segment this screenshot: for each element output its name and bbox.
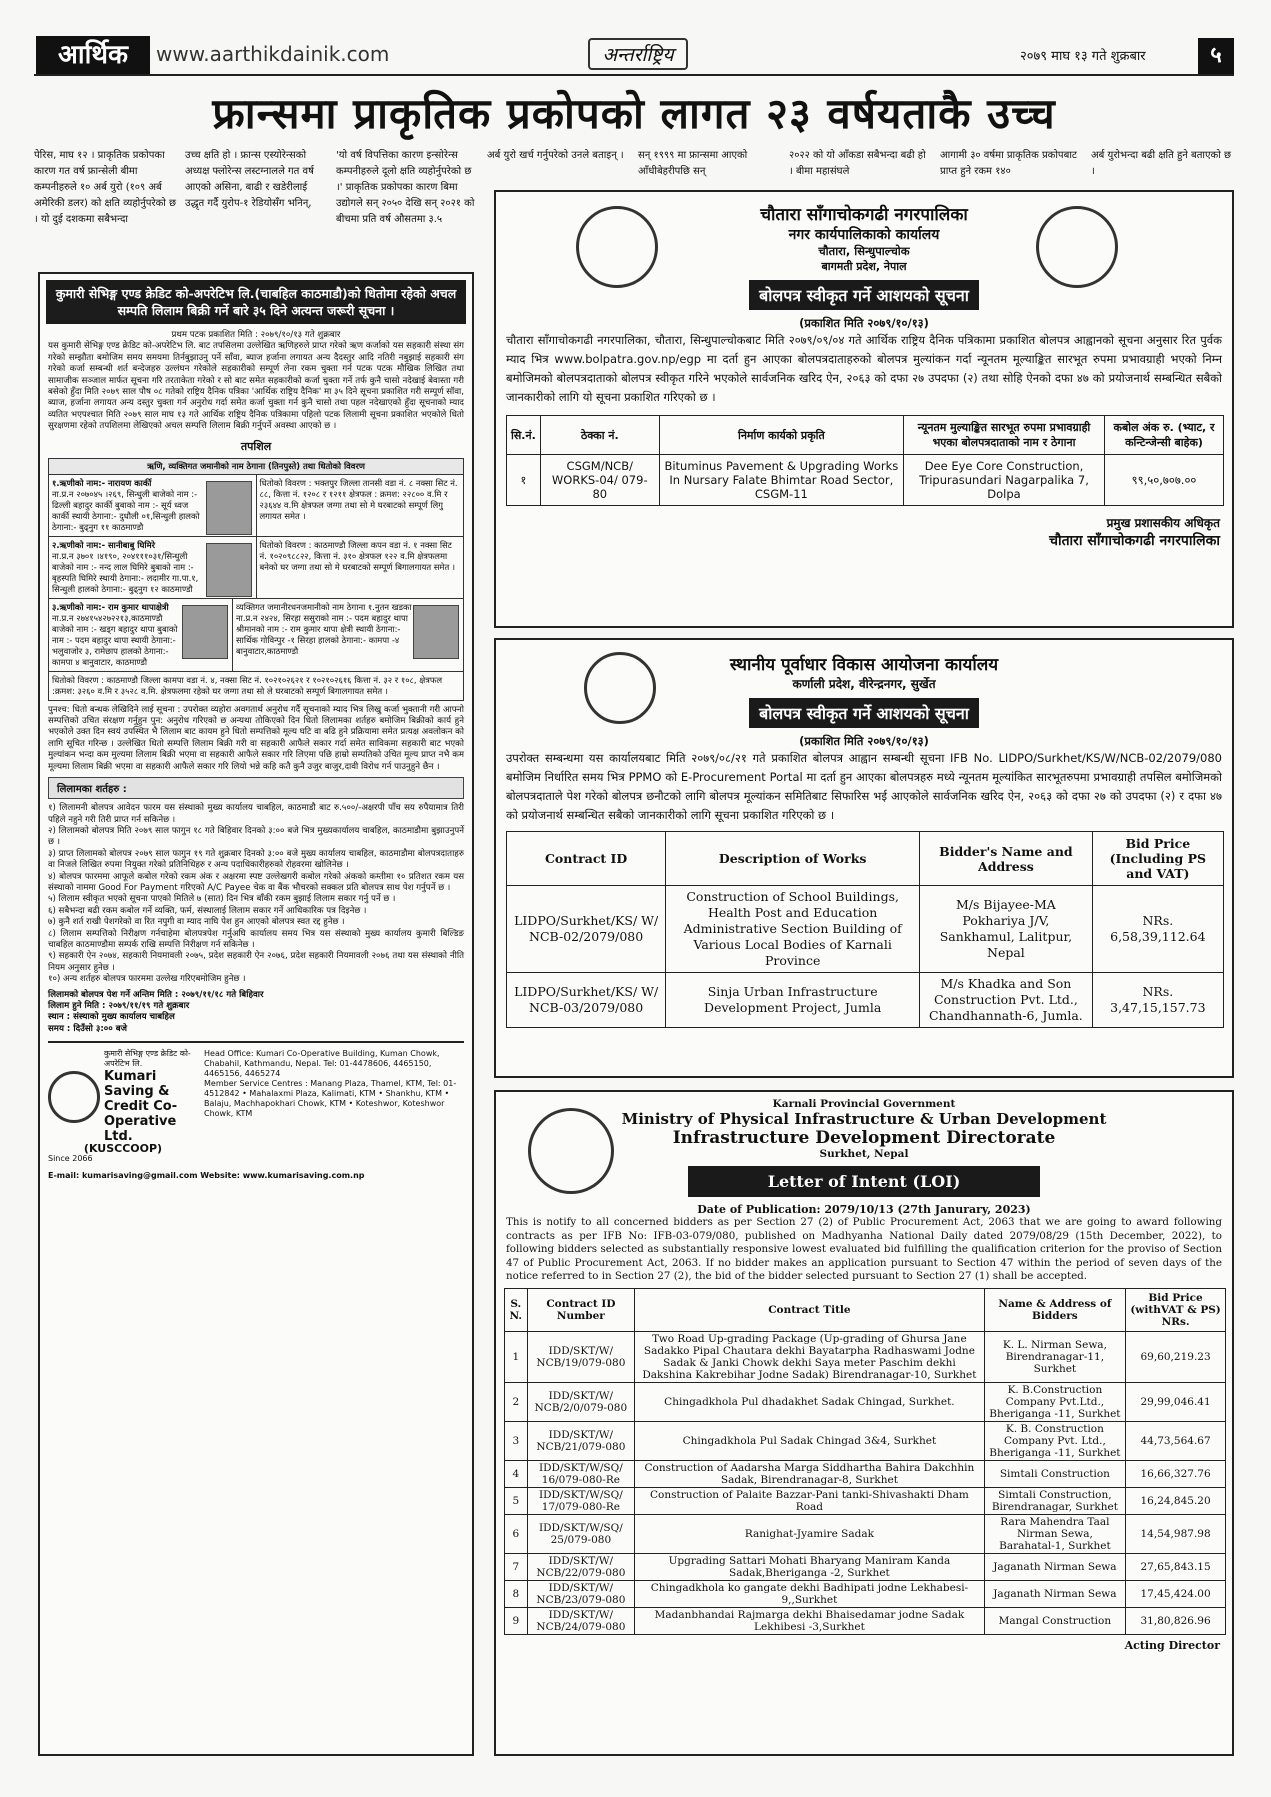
borrower-details: ना.प्र.न ३७०१ ।४१९०, २०४१११०३१/सिन्धुली बाजेको नाम :- नन्द लाल घिमिरे बुबाको नाम :- बृहस्पति घिमिरे स्थायी ठेगाना:- लदामीर गा.पा.१, सिन्धुली हालको ठेगाना:- बुढ्नुग १२ काठमाण्डौ <box>52 550 199 594</box>
borrower-details: ना.प्र.न २०७०४५ ।२६९, सिन्धुली बाजेको नाम :- ढिल्ली बहादुर कार्की बुबाको नाम :- सूर्य ध्वज कार्की स्थायी ठेगाना:- दुधौली ०१,सिन्धुली हालको ठेगाना:- बुढ्नुग ११ काठमाण्डौ <box>52 488 200 532</box>
borrower-info <box>49 599 232 671</box>
table-row <box>507 886 1224 973</box>
column-header: Contract ID <box>507 832 666 886</box>
table-cell: 16,66,327.76 <box>1126 1460 1226 1487</box>
table-cell: IDD/SKT/W/ NCB/2/0/079-080 <box>527 1382 635 1421</box>
office-place: चौतारा, सिन्धुपाल्चोक <box>818 244 910 258</box>
office-name: चौतारा साँगाचोकगढी नगरपालिका <box>760 205 968 225</box>
borrower-photo <box>206 543 252 597</box>
table-cell: 9 <box>505 1607 528 1634</box>
contract-table <box>506 415 1224 506</box>
table-cell: IDD/SKT/W/ NCB/22/079-080 <box>527 1553 635 1580</box>
coop-name: Kumari Saving & Credit Co-Operative Ltd. <box>104 1069 178 1145</box>
service-centres: Member Service Centres : Manang Plaza, Thamel, KTM, Tel: 01-4512842 • Mahalaxmi Plaza, Kalimati, KTM • Shankhu, KTM • Balaju, Machhapokhari Chowk, KTM • Koteshwor, Koteshwor Chowk, KTM <box>204 1079 457 1119</box>
kumari-logo-icon <box>48 1071 100 1123</box>
office-province: बागमती प्रदेश, नेपाल <box>821 260 907 273</box>
article-column: २०२२ को यो आँकडा सबैभन्दा बढी हो । बीमा महासंघले <box>789 150 926 177</box>
table-cell: Construction of School Buildings, Health Post and Education Administrative Section Building of Various Local Bodies of Karnali Province <box>666 886 920 973</box>
page-number: ५ <box>1198 38 1234 74</box>
table-row <box>505 1487 1226 1514</box>
coop-abbr: (KUSCCOOP) <box>83 1142 163 1156</box>
table-cell: IDD/SKT/W/ NCB/23/079-080 <box>527 1580 635 1607</box>
table-cell: Chingadkhola ko gangate dekhi Badhipati jodne Lekhabesi-9,,Surkhet <box>635 1580 984 1607</box>
notice-pub-date: प्रथम पटक प्रकाशित मिति : २०७९/१०/१३ गते शुक्रबार <box>171 330 341 340</box>
table-cell: 29,99,046.41 <box>1126 1382 1226 1421</box>
borrower-table-header: ऋणि, व्यक्तिगत जमानीको नाम ठेगाना (तिनपुस्ते) तथा धितोको विवरण <box>49 459 463 475</box>
table-cell: Construction of Aadarsha Marga Siddhartha Bahira Dakchhin Sadak, Birendranagar-8, Surkhet <box>635 1460 984 1487</box>
table-cell: K. B.Construction Company Pvt.Ltd., Bheriganga -11, Surkhet <box>984 1382 1126 1421</box>
column-header: S. N. <box>505 1288 528 1331</box>
time: समय : दिउँसो ३:०० बजे <box>48 1023 127 1034</box>
table-cell: Bituminus Pavement & Upgrading Works In Nursary Falate Bhimtar Road Sector, CSGM-11 <box>659 455 903 506</box>
column-header: निर्माण कार्यको प्रकृति <box>659 416 903 455</box>
sign-title: Acting Director <box>1124 1638 1220 1652</box>
coop-contact[interactable]: E-mail: kumarisaving@gmail.com Website: www.kumarisaving.com.np <box>48 1171 365 1181</box>
table-cell: 8 <box>505 1580 528 1607</box>
table-cell: 4 <box>505 1460 528 1487</box>
table-cell: LIDPO/Surkhet/KS/ W/ NCB-03/2079/080 <box>507 973 666 1028</box>
column-header: Contract Title <box>635 1288 984 1331</box>
table-cell: Upgrading Sattari Mohati Bharyang Maniram Kanda Sadak,Bheriganga -2, Surkhet <box>635 1553 984 1580</box>
column-header: कबोल अंक रु. (भ्याट, र कन्टिन्जेन्सी बाहेक) <box>1105 416 1224 455</box>
table-cell: 2 <box>505 1382 528 1421</box>
table-cell: 14,54,987.98 <box>1126 1514 1226 1553</box>
borrower-name: २.ऋणीको नाम:- सानीबाबु घिमिरे <box>52 539 156 550</box>
condition-item: ५) लिलाम स्वीकृत भएको सूचना पाएको मितिले ७ (सात) दिन भित्र बाँकी रकम बुझाई लिलाम सकार गर्नु पर्ने छ । <box>48 894 396 905</box>
headline: फ्रान्समा प्राकृतिक प्रकोपको लागत २३ वर्षयताकै उच्च <box>212 89 1056 138</box>
kumari-auction-notice <box>38 272 474 1756</box>
table-cell: 3 <box>505 1421 528 1460</box>
ministry-name: Ministry of Physical Infrastructure & Urban Development <box>621 1110 1107 1128</box>
table-cell: IDD/SKT/W/ NCB/19/079-080 <box>527 1331 635 1382</box>
collateral-info: धितोको विवरण : काठमाण्डौ जिल्ला कपन वडा नं. १ नक्सा सिट नं. १०२०९८८२२, कित्ता नं. ३१० क्षेत्रफल १२२ व.मि क्षेत्रफलमा बनेको घर जग्गा तथा सो मे घरबाटको सम्पूर्ण बिगालगायत समेत । <box>256 537 464 598</box>
table-cell: IDD/SKT/W/SQ/ 16/079-080-Re <box>527 1460 635 1487</box>
notice-body: चौतारा साँगाचोकगढी नगरपालिका, चौतारा, सिन्धुपाल्चोकबाट मिति २०७९/०९/०४ गते आर्थिक राष्ट्रिय दैनिक पत्रिकामा प्रकाशित बोलपत्र आह्वानको सूचना अनुसार रित पुर्वक म्याद भित्र www.bolpatra.gov.np/egp मा दर्ता हुन आएका बोलपत्रदाताहरुको बोलपत्र मुल्यांकन गर्दा न्यूनतम मूल्याङ्कित सारभूत रुपमा प्रभावग्राही भएको निम्न बमोजिमको बोलपत्रदाताको बोलपत्र स्वीकृत गरिने भएकोले सार्वजनिक खरिद ऐन, २०६३ को दफा २७ उपदफा (२) तथा सोहि ऐनको दफा ४७ को प्रयोजनार्थ सम्बन्धित सबैको जानकारीको लागि यो सूचना प्रकाशित गरिएको छ । <box>506 333 1222 404</box>
article-column: अर्ब युरो खर्च गर्नुपरेको उनले बताइन् । <box>487 150 624 161</box>
venue: स्थान : संस्थाको मुख्य कार्यालय चाबहिल <box>48 1012 175 1023</box>
table-cell: NRs. 3,47,15,157.73 <box>1092 973 1223 1028</box>
table-cell: 27,65,843.15 <box>1126 1553 1226 1580</box>
conditions-title: लिलामका शर्तहरु : <box>48 777 464 799</box>
table-cell: Simtali Construction <box>984 1460 1126 1487</box>
website-url[interactable]: www.aarthikdainik.com <box>156 42 390 66</box>
nepal-emblem-icon <box>584 652 656 724</box>
nepal-emblem-icon <box>576 206 658 288</box>
conditions-list <box>40 803 472 986</box>
section-label: अन्तर्राष्ट्रिय <box>588 38 688 70</box>
collateral-info: व्यक्तिगत जमानीरधनजमानीको नाम ठेगाना १.नुतन खडका ना.प्र.न २४२४, सिरहा ससुराको नाम :- पदम बहादुर थापा श्रीमानको नाम :- राम कुमार थापा क्षेत्री स्थायी ठेगाना:- सार्थिक गोविन्पुर -१ सिरहा हालको ठेगाना:- कामपा -४ बानुवाटार,काठमाण्डौ <box>232 599 463 671</box>
column-header: Description of Works <box>666 832 920 886</box>
newspaper-logo[interactable]: आर्थिक <box>36 36 150 74</box>
condition-item: ७) कुनै शर्त राखी पेशगरेको वा रित नपुगी वा म्याद नाघि पेश हुन आएको बोलपत्र स्वत रद्द हुनेछ । <box>48 917 345 928</box>
article-column: आगामी ३० वर्षमा प्राकृतिक प्रकोपबाट प्राप्त हुने रकम १४० <box>940 150 1077 177</box>
borrower-table <box>48 458 464 701</box>
collateral-info: धितोको विवरण : भक्तपुर जिल्ला तानसी वडा नं. ८ नक्सा सिट नं. ८८, कित्ता नं. १२०८ र १२११ क्षेत्रफल : क्रमश: २२८०० व.मि र २३६४४ व.मि क्षेत्रफल जग्गा तथा सो मे घरबाटको सम्पूर्ण लिगु लगायत समेत । <box>256 475 464 536</box>
borrower-name: १.ऋणीको नाम:- नारायण कार्की <box>52 477 152 488</box>
condition-item: २) लिलामको बोलपत्र मिति २०७९ साल फागुन १८ गते बिहिवार दिनको ३:०० बजे भित्र मुख्यकार्यालय चाबहिल, काठमाडौमा बुझाउनुपर्ने छ । <box>48 825 464 848</box>
table-cell: Dee Eye Core Construction, Tripurasundari Nagarpalika 7, Dolpa <box>903 455 1104 506</box>
final-date: लिलामको बोलपत्र पेश गर्ने अन्तिम मिति : २०७९/११/१८ गते बिहिवार <box>48 989 264 1000</box>
collateral-3: धितोको विवरण : काठमाण्डौ जिल्ला कामपा वडा नं. ४, नक्सा सिट नं. १०२१०२६२१ र १०२१०२६१६ कित्ता नं. ३२ र १०८, क्षेत्रफल :क्रमश: ३२६० व.मि र ३५२८ व.मि. क्षेत्रफलमा रहेको घर जग्गा तथा सो ले घरबाटको सम्पूर्ण बिगालगायत समेत । <box>52 674 443 696</box>
table-row <box>505 1514 1226 1553</box>
table-cell: M/s Bijayee-MA Pokhariya J/V, Sankhamul, Lalitpur, Nepal <box>920 886 1093 973</box>
article-column: उच्च क्षति हो । फ्रान्स एस्योरेन्सको अध्यक्ष फ्लोरेन्स लस्टग्नालले गत वर्ष आएको असिना, बाढी र खडेरीलाई उद्धृत गर्दै युरोप-१ रेडियोसँग भनिन्, <box>185 150 314 209</box>
table-cell: ९९,५०,७०७.०० <box>1105 455 1224 506</box>
office-place: Surkhet, Nepal <box>819 1148 909 1160</box>
column-header: ठेक्का नं. <box>540 416 659 455</box>
table-cell: Rara Mahendra Taal Nirman Sewa, Barahatal-1, Surkhet <box>984 1514 1126 1553</box>
lidpo-loi-notice <box>494 638 1234 1078</box>
table-cell: IDD/SKT/W/ NCB/24/079-080 <box>527 1607 635 1634</box>
table-cell: Chingadkhola Pul Sadak Chingad 3&4, Surkhet <box>635 1421 984 1460</box>
table-cell: Construction of Palaite Bazzar-Pani tanki-Shivashakti Dham Road <box>635 1487 984 1514</box>
table-cell: 1 <box>505 1331 528 1382</box>
article-column: 'यो वर्ष विपत्तिका कारण इन्सोरेन्स कम्पनीहरुले दूलो क्षति व्यहोर्नुपरेको छ ।' प्राकृतिक प्रकोपका कारण बिमा उद्योगले सन् २०५० देखि सन् २०२१ को बीचमा प्रति वर्ष औसतमा ३.५ <box>336 150 475 225</box>
condition-item: १) लिलामनी बोलपत्र आवेदन फारम यस संस्थाको मुख्य कार्यालय चाबहिल, काठमाडौ बाट रु.५००/-अक्षरपी पाँच सय रुपैयामात्र तिरी पहिले नहुने गरी तिरी प्राप्त गर्न सकिनेछ । <box>48 803 464 825</box>
table-cell: IDD/SKT/W/SQ/ 25/079-080 <box>527 1514 635 1553</box>
table-cell: Madanbhandai Rajmarga dekhi Bhaisedamar jodne Sadak Lekhibesi -3,Surkhet <box>635 1607 984 1634</box>
borrower-details: ना.प्र.न २७४१५४२७२२१३,काठमाण्डौ बाजेको नाम :- खड्ग बहादुर थापा बुबाको नाम :- पदम बहादुर थापा स्थायी ठेगाना:- भलुवाजोर ३, रामेछाप हालको ठेगाना:- कामपा ४ बानुवाटार, काठमाण्डौ <box>52 612 178 667</box>
table-cell: 69,60,219.23 <box>1126 1331 1226 1382</box>
table-cell: 6 <box>505 1514 528 1553</box>
notice-pub: Date of Publication: 2079/10/13 (27th Janurary, 2023) <box>697 1203 1031 1216</box>
coop-nepali-name: कुमारी सेभिङ्ग एण्ड क्रेडिट को-अपरेटिभ लि. <box>104 1049 191 1069</box>
table-cell: 7 <box>505 1553 528 1580</box>
table-cell: Sinja Urban Infrastructure Development Project, Jumla <box>666 973 920 1028</box>
gov-name: Karnali Provincial Government <box>772 1098 956 1110</box>
borrower-photo <box>182 605 228 659</box>
table-cell: Chingadkhola Pul dhadakhet Sadak Chingad, Surkhet. <box>635 1382 984 1421</box>
notice-body: यस कुमारी सेभिङ्ग एण्ड क्रेडिट को-अपरेटिभ लि. बाट तपसिलमा उल्लेखित ऋणिहरुले प्राप्त गरेको ऋण कर्जाको यस सहकारी संस्था संग गरेको सम्झौता बमोजिम समय समयमा तिर्नबुझाउनु पर्ने साँवा, ब्याज हर्जाना लगायत अन्य दैदस्तुर आदि नतिरी नबुझाई सहकारी संग गरेको कर्जा सम्बन्धी शर्त बन्देजहरु उल्लंघन गरेकोले सहकारीको सम्पूर्ण लेना रकम चुक्ता गर्न पटक पटक मौखिक लिखित तथा सामाजीक सञ्जाल मार्फत सूचना गरि तरताकेता गरेको र सो बाट समेत सहकारीको कर्जा चुक्ता गर्ने तर्फ कुनै चासो नदेखाई बेवास्ता गरी बसेको हुँदा मिति २०७९ साल पौष ०८ गतेको राष्ट्रिय दैनिक पत्रिका 'आर्थिक राष्ट्रिय दैनिक' मा ३५ दिने सूचना प्रकाशित गरी सम्पूर्ण सॉवा, ब्याज, हर्जाना लगायत अन्य दस्तुर चुक्ता गर्न अनुरोध गर्दा समेत कर्जा चुक्ता गर्न कुनै चासो तथा पहल नदेखाएको हुँदा सूचनाको म्याद व्यतित भएपश्चात मिति २०७९ साल माघ १३ गते आर्थिक राष्ट्रिय दैनिक पत्रिकामा पहिलो पटक लिलामी सूचना प्रकाशित भएकोले धितो सुरक्षणमा रहेको तपशिलमा लेखिएको अचल सम्पत्ति लिलाम बिक्री गर्नुपर्ने अवस्था आएको छ । <box>48 341 464 432</box>
auction-date: लिलाम हुने मिति : २०७९/११/१९ गते शुक्रबार <box>48 1001 190 1011</box>
municipality-logo-icon <box>1036 206 1118 288</box>
notice-title: कुमारी सेभिङ्ग एण्ड क्रेडिट को-अपरेटिभ लि.(चाबहिल काठमाडौ)को धितोमा रहेको अचल सम्पति लिलाम बिक्री गर्ने बारे ३५ दिने अत्यन्त जरूरी सूचना । <box>46 280 466 324</box>
borrower-photo <box>206 481 252 535</box>
contract-table <box>504 1288 1226 1635</box>
chautara-loi-notice <box>494 190 1234 628</box>
sign-title: प्रमुख प्रशासकीय अधिकृत <box>1106 516 1220 530</box>
table-cell: Simtali Construction, Birendranagar, Surkhet <box>984 1487 1126 1514</box>
condition-item: ८) लिलाम सम्पत्तिको निरीक्षण गर्नचाहेमा बोलपत्रपेश गर्नुअघि कार्यालय समय भित्र यस संस्थाको मुख्य कार्यालय कुमारी बिल्डिङ चाबहिल काठमाण्डौमा सम्पर्क राखि सम्पत्ति निरीक्षण गर्न सकिनेछ । <box>48 928 464 950</box>
table-cell: NRs. 6,58,39,112.64 <box>1092 886 1223 973</box>
sign-office: चौतारा साँगाचोकगढी नगरपालिका <box>1049 533 1220 549</box>
table-row <box>505 1421 1226 1460</box>
article-column: सन् १९९९ मा फ्रान्समा आएको आँधीबेहरीपछि सन् <box>638 150 748 177</box>
column-header: न्यूनतम मुल्याङ्कित सारभूत रुपमा प्रभावग्राही भएका बोलपत्रदाताको नाम र ठेगाना <box>903 416 1104 455</box>
borrower-row <box>49 599 463 672</box>
table-cell: 5 <box>505 1487 528 1514</box>
table-row <box>505 1553 1226 1580</box>
condition-item: ६) सबैभन्दा बढी रकम कबोल गर्ने व्यक्ति, फर्म, संस्थालाई लिलाम सकार गर्ने आधिकारिक पत्र दिइनेछ । <box>48 905 367 916</box>
borrower-info <box>49 475 256 536</box>
condition-item: ४) बोलपत्र फारममा आफूले कबोल गरेको रकम अंक र अक्षरमा स्पष्ट उल्लेखगरी कबोल गरेको अंकको कम्तीमा १० प्रतिशत रकम यस संस्थाको नाममा Good For Payment गरिएको A/C Payee चेक वा बैंक भौचरको सक्कल प्रति बोलपत्र साथ पेश गर्नुपर्ने छ । <box>48 871 464 893</box>
notice-body: This is notify to all concerned bidders as per Section 27 (2) of Public Procurement Act, 2063 that we are going to award following contracts as per IFB No: IFB-03-079/080, published on Madhyanha National Daily dated 2079/08/29 (15th December, 2022), to following bidders selected as substantially responsive lowest evaluated bid fulfilling the qualification criterion for the proviso of Section 47 of Public Procurement Act, 2063. If no bidder makes an application pursuant to Section 47 within the period of seven days of the notice referred to in Section 27 (2), the bid of the bidder selected pursuant to Section 27 (1) shall be accepted. <box>506 1216 1222 1282</box>
table-cell: IDD/SKT/W/ NCB/21/079-080 <box>527 1421 635 1460</box>
condition-item: ९) सहकारी ऐन २०७४, सहकारी नियमावली २०७५, प्रदेश सहकारी ऐन २०७६, प्रदेश सहकारी नियमावली २०७६ तथा यस संस्थाको नीति नियम अनुसार हुनेछ । <box>48 951 464 973</box>
kumari-footer <box>48 1041 464 1164</box>
idd-loi-notice <box>494 1090 1234 1756</box>
borrower-row <box>49 475 463 537</box>
office-name: स्थानीय पूर्वाधार विकास आयोजना कार्यालय <box>729 655 999 675</box>
table-cell: M/s Khadka and Son Construction Pvt. Ltd., Chandhannath-6, Jumla. <box>920 973 1093 1028</box>
table-cell: K. L. Nirman Sewa, Birendranagar-11, Surkhet <box>984 1331 1126 1382</box>
borrower-info <box>49 537 256 598</box>
notice-banner: Letter of Intent (LOI) <box>688 1166 1041 1197</box>
column-header: Bidder's Name and Address <box>920 832 1093 886</box>
head-office: Head Office: Kumari Co-Operative Building, Kuman Chowk, Chabahil, Kathmandu, Nepal. Tel: 01-4478606, 4465150, 4465156, 4465274 <box>204 1049 440 1079</box>
table-cell: Two Road Up-grading Package (Up-grading of Ghursa Jane Sadakko Pipal Chautara dekhi Bayatarpha Radhaswami Jodne Sadak & Janki Chowk dekhi Saya meter Paschim dekhi Dakshina Kakrebihar Jodne Sadak) Birendranagar-10, Surkhet <box>635 1331 984 1382</box>
table-row <box>505 1460 1226 1487</box>
table-cell: LIDPO/Surkhet/KS/ W/ NCB-02/2079/080 <box>507 886 666 973</box>
column-header: सि.नं. <box>507 416 541 455</box>
notice-pub: (प्रकाशित मिति २०७९/१०/१३) <box>799 734 929 748</box>
column-header: Contract ID Number <box>527 1288 635 1331</box>
table-cell: १ <box>507 455 541 506</box>
nepal-emblem-icon <box>528 1108 614 1194</box>
table-cell: 16,24,845.20 <box>1126 1487 1226 1514</box>
table-cell: CSGM/NCB/ WORKS-04/ 079-80 <box>540 455 659 506</box>
table-row <box>507 455 1224 506</box>
table-row <box>505 1382 1226 1421</box>
notice-banner: बोलपत्र स्वीकृत गर्ने आशयको सूचना <box>749 280 979 310</box>
table-cell: Jaganath Nirman Sewa <box>984 1580 1126 1607</box>
contract-table <box>506 831 1224 1028</box>
notice-para: पुनश्च: धितो बन्धक लेखिदिने लाई सूचना : उपरोक्त व्यहोरा अवगतार्थ अनुरोध गर्दै सूचनाको म्याद भित्र लिखु कर्जा भुक्तानी गरी आफ्नो सम्पत्तिको उचित संरक्षण गर्नुहुन पुन: अनुरोध गरिएको छ अन्यथा तोकिएको दिन धितो लिलामका शर्तहरु बमोजिम बिक्रीको कार्य हुने भएकोले उक्त दिन स्वयं उपस्थित भै लिलाम बाट कायम हुने धितो सम्पत्तिको मूल्य घटि वा बढि हुने प्रक्रियामा समेत प्रत्यक्ष अवलोकन को लागि सूचित गरिन्छ । उल्लेखित धितो सम्पत्ति लिलाम बिक्री गरी वा सहकारी आफैले सकार गर्दा समेत साविकमा सहकारी बाट भएको मुल्यांकन भन्दा कम मुल्यमा लिलाम बिक्री भएमा वा सहकारी आफैले सकार गरि लिएमा पछि हाम्रो सम्पतिको उचित मूल्य प्राप्त नभै कम मूल्यमा लिलाम बिक्री भएमा वा सहकारी आफैले सकार गरि लियो भन्ने कहि कतै कुनै उजुर बाजुर,दावी विरोध गर्न पाउनुहुने छैन । <box>48 704 464 772</box>
table-cell: 31,80,826.96 <box>1126 1607 1226 1634</box>
coop-since: Since 2066 <box>48 1154 93 1164</box>
column-header: Bid Price (Including PS and VAT) <box>1092 832 1223 886</box>
notice-body: उपरोक्त सम्बन्धमा यस कार्यालयबाट मिति २०७९/०८/२१ गते प्रकाशित बोलपत्र आह्वान सम्बन्धी सूचना IFB No. LIDPO/Surkhet/KS/W/NCB-02/2079/080 बमोजिम निर्धारित समय भित्र PPMO को E-Procurement Portal मा दर्ता हुन आएका बोलपत्रहरु मध्ये न्यूनतम मूल्यांकित सारभूतरुपमा प्रभावग्राही तपसिल बमोजिमको बोलपत्रदाताले पेश गरेको बोलपत्र छनौटको लागि बोलपत्र मूल्यांकन समितिबाट सिफारिस भई आएकोले सार्वजनिक खरिद ऐन, २०६३ को दफा २७ को उपदफा (२) र दफा ४७ को प्रयोजनार्थ सम्बन्धित सबैको जानकारीको लागि सूचना प्रकाशित गरिएको छ । <box>506 751 1222 822</box>
notice-banner: बोलपत्र स्वीकृत गर्ने आशयको सूचना <box>749 698 979 728</box>
borrower-row <box>49 537 463 599</box>
condition-item: ३) प्राप्त लिलामको बोलपत्र २०७९ साल फागुन १९ गते शुक्रबार दिनको ३:०० बजे मुख्य कार्यालय चाबहिल, काठमाडौमा बोलपत्रदाताहरु वा निजले लिखित रुपमा नियुक्त गरेको प्रतिनिधिहरु र अन्य पदाधिकारीहरुको रोहवरमा खोलिनेछ । <box>48 848 464 871</box>
column-header: Bid Price (withVAT & PS) NRs. <box>1126 1288 1226 1331</box>
table-cell: Jaganath Nirman Sewa <box>984 1553 1126 1580</box>
office-place: कर्णाली प्रदेश, वीरेन्द्रनगर, सुर्खेत <box>792 677 936 691</box>
tapsil-heading: तपशिल <box>240 439 272 453</box>
table-row <box>505 1331 1226 1382</box>
condition-item: १०) अन्य शर्तहरु बोलपत्र फारममा उल्लेख गरिएबमोजिम हुनेछ । <box>48 974 246 985</box>
column-header: Name & Address of Bidders <box>984 1288 1126 1331</box>
table-cell: Mangal Construction <box>984 1607 1126 1634</box>
notice-pub: (प्रकाशित मिति २०७९/१०/१३) <box>799 316 929 330</box>
table-row <box>505 1607 1226 1634</box>
issue-date: २०७९ माघ १३ गते शुक्रबार <box>1020 49 1146 64</box>
table-cell: 17,45,424.00 <box>1126 1580 1226 1607</box>
table-cell: IDD/SKT/W/SQ/ 17/079-080-Re <box>527 1487 635 1514</box>
borrower-name: ३.ऋणीको नाम:- राम कुमार थापाक्षेत्री <box>52 601 169 612</box>
table-row <box>505 1580 1226 1607</box>
office-sub: नगर कार्यपालिकाको कार्यालय <box>788 227 940 243</box>
guarantor-photo <box>413 605 459 659</box>
table-cell: Ranighat-Jyamire Sadak <box>635 1514 984 1553</box>
table-cell: 44,73,564.67 <box>1126 1421 1226 1460</box>
article-column: अर्ब युरोभन्दा बढी क्षति हुने बताएको छ । <box>1091 150 1231 177</box>
directorate-name: Infrastructure Development Directorate <box>672 1128 1056 1148</box>
table-row <box>507 973 1224 1028</box>
table-cell: K. B. Construction Company Pvt. Ltd., Bheriganga -11, Surkhet <box>984 1421 1126 1460</box>
article-column: पेरिस, माघ १२ । प्राकृतिक प्रकोपका कारण गत वर्ष फ्रान्सेली बीमा कम्पनीहरुले १० अर्ब युरो (१०९ अर्ब अमेरिकी डलर) को क्षति व्यहोर्नुपरेको छ । यो दुई दशकमा सबैभन्दा <box>34 150 177 225</box>
